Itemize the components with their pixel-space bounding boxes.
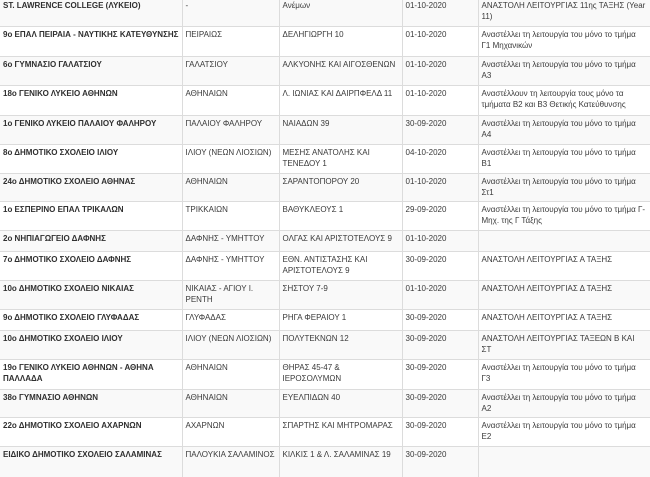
municipality-cell: ΠΕΙΡΑΙΩΣ — [182, 27, 279, 57]
school-name-cell: ΕΙΔΙΚΟ ΔΗΜΟΤΙΚΟ ΣΧΟΛΕΙΟ ΣΑΛΑΜΙΝΑΣ — [0, 447, 182, 477]
table-row — [0, 281, 650, 310]
date-cell: 01-10-2020 — [402, 281, 478, 310]
date-cell: 04-10-2020 — [402, 145, 478, 174]
note-cell: ΑΝΑΣΤΟΛΗ ΛΕΙΤΟΥΡΓΙΑΣ 11ης ΤΑΞΗΣ (Year 11) — [478, 0, 650, 27]
note-cell — [478, 231, 650, 252]
address-cell: ΕΘΝ. ΑΝΤΙΣΤΑΣΗΣ ΚΑΙ ΑΡΙΣΤΟΤΕΛΟΥΣ 9 — [279, 252, 402, 281]
date-cell: 30-09-2020 — [402, 390, 478, 418]
note-cell: Αναστέλλει τη λειτουργία του μόνο το τμήμα Α2 — [478, 390, 650, 418]
table-row — [0, 0, 650, 27]
table-row — [0, 174, 650, 202]
table-row — [0, 116, 650, 145]
table-row — [0, 390, 650, 418]
date-cell: 30-09-2020 — [402, 418, 478, 447]
table-row — [0, 331, 650, 360]
table-row — [0, 310, 650, 331]
table-row — [0, 86, 650, 116]
school-name-cell: 6ο ΓΥΜΝΑΣΙΟ ΓΑΛΑΤΣΙΟΥ — [0, 57, 182, 86]
date-cell: 30-09-2020 — [402, 310, 478, 331]
note-cell: Αναστέλλει τη λειτουργία του μόνο το τμήμα Α4 — [478, 116, 650, 145]
school-name-cell: 19ο ΓΕΝΙΚΟ ΛΥΚΕΙΟ ΑΘΗΝΩΝ - ΑΘΗΝΑ ΠΑΛΛΑΔΑ — [0, 360, 182, 390]
school-name-cell: 10ο ΔΗΜΟΤΙΚΟ ΣΧΟΛΕΙΟ ΝΙΚΑΙΑΣ — [0, 281, 182, 310]
address-cell: ΘΗΡΑΣ 45-47 & ΙΕΡΟΣΟΛΥΜΩΝ — [279, 360, 402, 390]
municipality-cell: ΑΘΗΝΑΙΩΝ — [182, 86, 279, 116]
note-cell: Αναστέλλει τη λειτουργία του μόνο το τμήμα Ε2 — [478, 418, 650, 447]
note-cell: Αναστέλλει τη λειτουργία του μόνο το τμήμα Γ-Μηχ. της Γ Τάξης — [478, 202, 650, 231]
municipality-cell: ΑΘΗΝΑΙΩΝ — [182, 390, 279, 418]
municipality-cell: ΑΘΗΝΑΙΩΝ — [182, 174, 279, 202]
address-cell: ΒΑΘΥΚΛΕΟΥΣ 1 — [279, 202, 402, 231]
address-cell: ΟΛΓΑΣ ΚΑΙ ΑΡΙΣΤΟΤΕΛΟΥΣ 9 — [279, 231, 402, 252]
address-cell: ΣΠΑΡΤΗΣ ΚΑΙ ΜΗΤΡΟΜΑΡΑΣ — [279, 418, 402, 447]
address-cell: ΣΗΣΤΟΥ 7-9 — [279, 281, 402, 310]
note-cell: ΑΝΑΣΤΟΛΗ ΛΕΙΤΟΥΡΓΙΑΣ Δ ΤΑΞΗΣ — [478, 281, 650, 310]
municipality-cell: ΑΧΑΡΝΩΝ — [182, 418, 279, 447]
municipality-cell: ΔΑΦΝΗΣ - ΥΜΗΤΤΟΥ — [182, 252, 279, 281]
school-name-cell: 1ο ΓΕΝΙΚΟ ΛΥΚΕΙΟ ΠΑΛΑΙΟΥ ΦΑΛΗΡΟΥ — [0, 116, 182, 145]
note-cell: ΑΝΑΣΤΟΛΗ ΛΕΙΤΟΥΡΓΙΑΣ Α ΤΑΞΗΣ — [478, 310, 650, 331]
school-name-cell: 8ο ΔΗΜΟΤΙΚΟ ΣΧΟΛΕΙΟ ΙΛΙΟΥ — [0, 145, 182, 174]
school-name-cell: 22ο ΔΗΜΟΤΙΚΟ ΣΧΟΛΕΙΟ ΑΧΑΡΝΩΝ — [0, 418, 182, 447]
address-cell: ΝΑΙΑΔΩΝ 39 — [279, 116, 402, 145]
date-cell: 30-09-2020 — [402, 116, 478, 145]
table-row — [0, 447, 650, 477]
municipality-cell: ΝΙΚΑΙΑΣ - ΑΓΙΟΥ Ι. ΡΕΝΤΗ — [182, 281, 279, 310]
address-cell: Ανέμων — [279, 0, 402, 27]
table-row — [0, 231, 650, 252]
date-cell: 30-09-2020 — [402, 447, 478, 477]
municipality-cell: ΑΘΗΝΑΙΩΝ — [182, 360, 279, 390]
date-cell: 01-10-2020 — [402, 57, 478, 86]
table-row — [0, 418, 650, 447]
municipality-cell: ΠΑΛΟΥΚΙΑ ΣΑΛΑΜΙΝΟΣ — [182, 447, 279, 477]
date-cell: 01-10-2020 — [402, 174, 478, 202]
municipality-cell: ΔΑΦΝΗΣ - ΥΜΗΤΤΟΥ — [182, 231, 279, 252]
address-cell: ΠΟΛΥΤΕΚΝΩΝ 12 — [279, 331, 402, 360]
school-name-cell: ST. LAWRENCE COLLEGE (ΛΥΚΕΙΟ) — [0, 0, 182, 27]
date-cell: 01-10-2020 — [402, 0, 478, 27]
note-cell: Αναστέλλει τη λειτουργία του μόνο το τμήμα Στ1 — [478, 174, 650, 202]
date-cell: 30-09-2020 — [402, 331, 478, 360]
date-cell: 30-09-2020 — [402, 252, 478, 281]
table-row — [0, 202, 650, 231]
school-name-cell: 2ο ΝΗΠΙΑΓΩΓΕΙΟ ΔΑΦΝΗΣ — [0, 231, 182, 252]
address-cell: ΚΙΛΚΙΣ 1 & Λ. ΣΑΛΑΜΙΝΑΣ 19 — [279, 447, 402, 477]
school-name-cell: 9ο ΕΠΑΛ ΠΕΙΡΑΙΑ - ΝΑΥΤΙΚΗΣ ΚΑΤΕΥΘΥΝΣΗΣ — [0, 27, 182, 57]
note-cell: Αναστέλλει τη λειτουργία του μόνο το τμήμα Γ1 Μηχανικών — [478, 27, 650, 57]
note-cell: Αναστέλλουν τη λειτουργία τους μόνο τα τμήματα Β2 και Β3 Θετικής Κατεύθυνσης — [478, 86, 650, 116]
note-cell: Αναστέλλει τη λειτουργία του μόνο το τμήμα Γ3 — [478, 360, 650, 390]
municipality-cell: ΤΡΙΚΚΑΙΩΝ — [182, 202, 279, 231]
municipality-cell: ΓΛΥΦΑΔΑΣ — [182, 310, 279, 331]
municipality-cell: ΙΛΙΟΥ (ΝΕΩΝ ΛΙΟΣΙΩΝ) — [182, 331, 279, 360]
table-row — [0, 27, 650, 57]
address-cell: ΔΕΛΗΓΙΩΡΓΗ 10 — [279, 27, 402, 57]
table-row — [0, 252, 650, 281]
school-name-cell: 18ο ΓΕΝΙΚΟ ΛΥΚΕΙΟ ΑΘΗΝΩΝ — [0, 86, 182, 116]
address-cell: ΡΗΓΑ ΦΕΡΑΙΟΥ 1 — [279, 310, 402, 331]
municipality-cell: ΠΑΛΑΙΟΥ ΦΑΛΗΡΟΥ — [182, 116, 279, 145]
date-cell: 01-10-2020 — [402, 86, 478, 116]
note-cell: Αναστέλλει τη λειτουργία του μόνο το τμήμα Β1 — [478, 145, 650, 174]
school-name-cell: 1ο ΕΣΠΕΡΙΝΟ ΕΠΑΛ ΤΡΙΚΑΛΩΝ — [0, 202, 182, 231]
address-cell: ΜΕΣΗΣ ΑΝΑΤΟΛΗΣ ΚΑΙ ΤΕΝΕΔΟΥ 1 — [279, 145, 402, 174]
table-row — [0, 145, 650, 174]
date-cell: 01-10-2020 — [402, 27, 478, 57]
school-name-cell: 9ο ΔΗΜΟΤΙΚΟ ΣΧΟΛΕΙΟ ΓΛΥΦΑΔΑΣ — [0, 310, 182, 331]
address-cell: ΕΥΕΛΠΙΔΩΝ 40 — [279, 390, 402, 418]
address-cell: Λ. ΙΩΝΙΑΣ ΚΑΙ ΔΑΙΡΠΦΕΛΔ 11 — [279, 86, 402, 116]
table-row — [0, 57, 650, 86]
date-cell: 30-09-2020 — [402, 360, 478, 390]
date-cell: 29-09-2020 — [402, 202, 478, 231]
municipality-cell: - — [182, 0, 279, 27]
school-name-cell: 38ο ΓΥΜΝΑΣΙΟ ΑΘΗΝΩΝ — [0, 390, 182, 418]
address-cell: ΑΛΚΥΟΝΗΣ ΚΑΙ ΑΙΓΟΣΘΕΝΩΝ — [279, 57, 402, 86]
address-cell: ΣΑΡΑΝΤΟΠΟΡΟΥ 20 — [279, 174, 402, 202]
note-cell: ΑΝΑΣΤΟΛΗ ΛΕΙΤΟΥΡΓΙΑΣ Α ΤΑΞΗΣ — [478, 252, 650, 281]
municipality-cell: ΓΑΛΑΤΣΙΟΥ — [182, 57, 279, 86]
note-cell — [478, 447, 650, 477]
school-name-cell: 24ο ΔΗΜΟΤΙΚΟ ΣΧΟΛΕΙΟ ΑΘΗΝΑΣ — [0, 174, 182, 202]
municipality-cell: ΙΛΙΟΥ (ΝΕΩΝ ΛΙΟΣΙΩΝ) — [182, 145, 279, 174]
note-cell: ΑΝΑΣΤΟΛΗ ΛΕΙΤΟΥΡΓΙΑΣ ΤΑΞΕΩΝ Β ΚΑΙ ΣΤ — [478, 331, 650, 360]
table-row — [0, 360, 650, 390]
date-cell: 01-10-2020 — [402, 231, 478, 252]
school-name-cell: 7ο ΔΗΜΟΤΙΚΟ ΣΧΟΛΕΙΟ ΔΑΦΝΗΣ — [0, 252, 182, 281]
note-cell: Αναστέλλει τη λειτουργία του μόνο το τμήμα Α3 — [478, 57, 650, 86]
school-name-cell: 10ο ΔΗΜΟΤΙΚΟ ΣΧΟΛΕΙΟ ΙΛΙΟΥ — [0, 331, 182, 360]
